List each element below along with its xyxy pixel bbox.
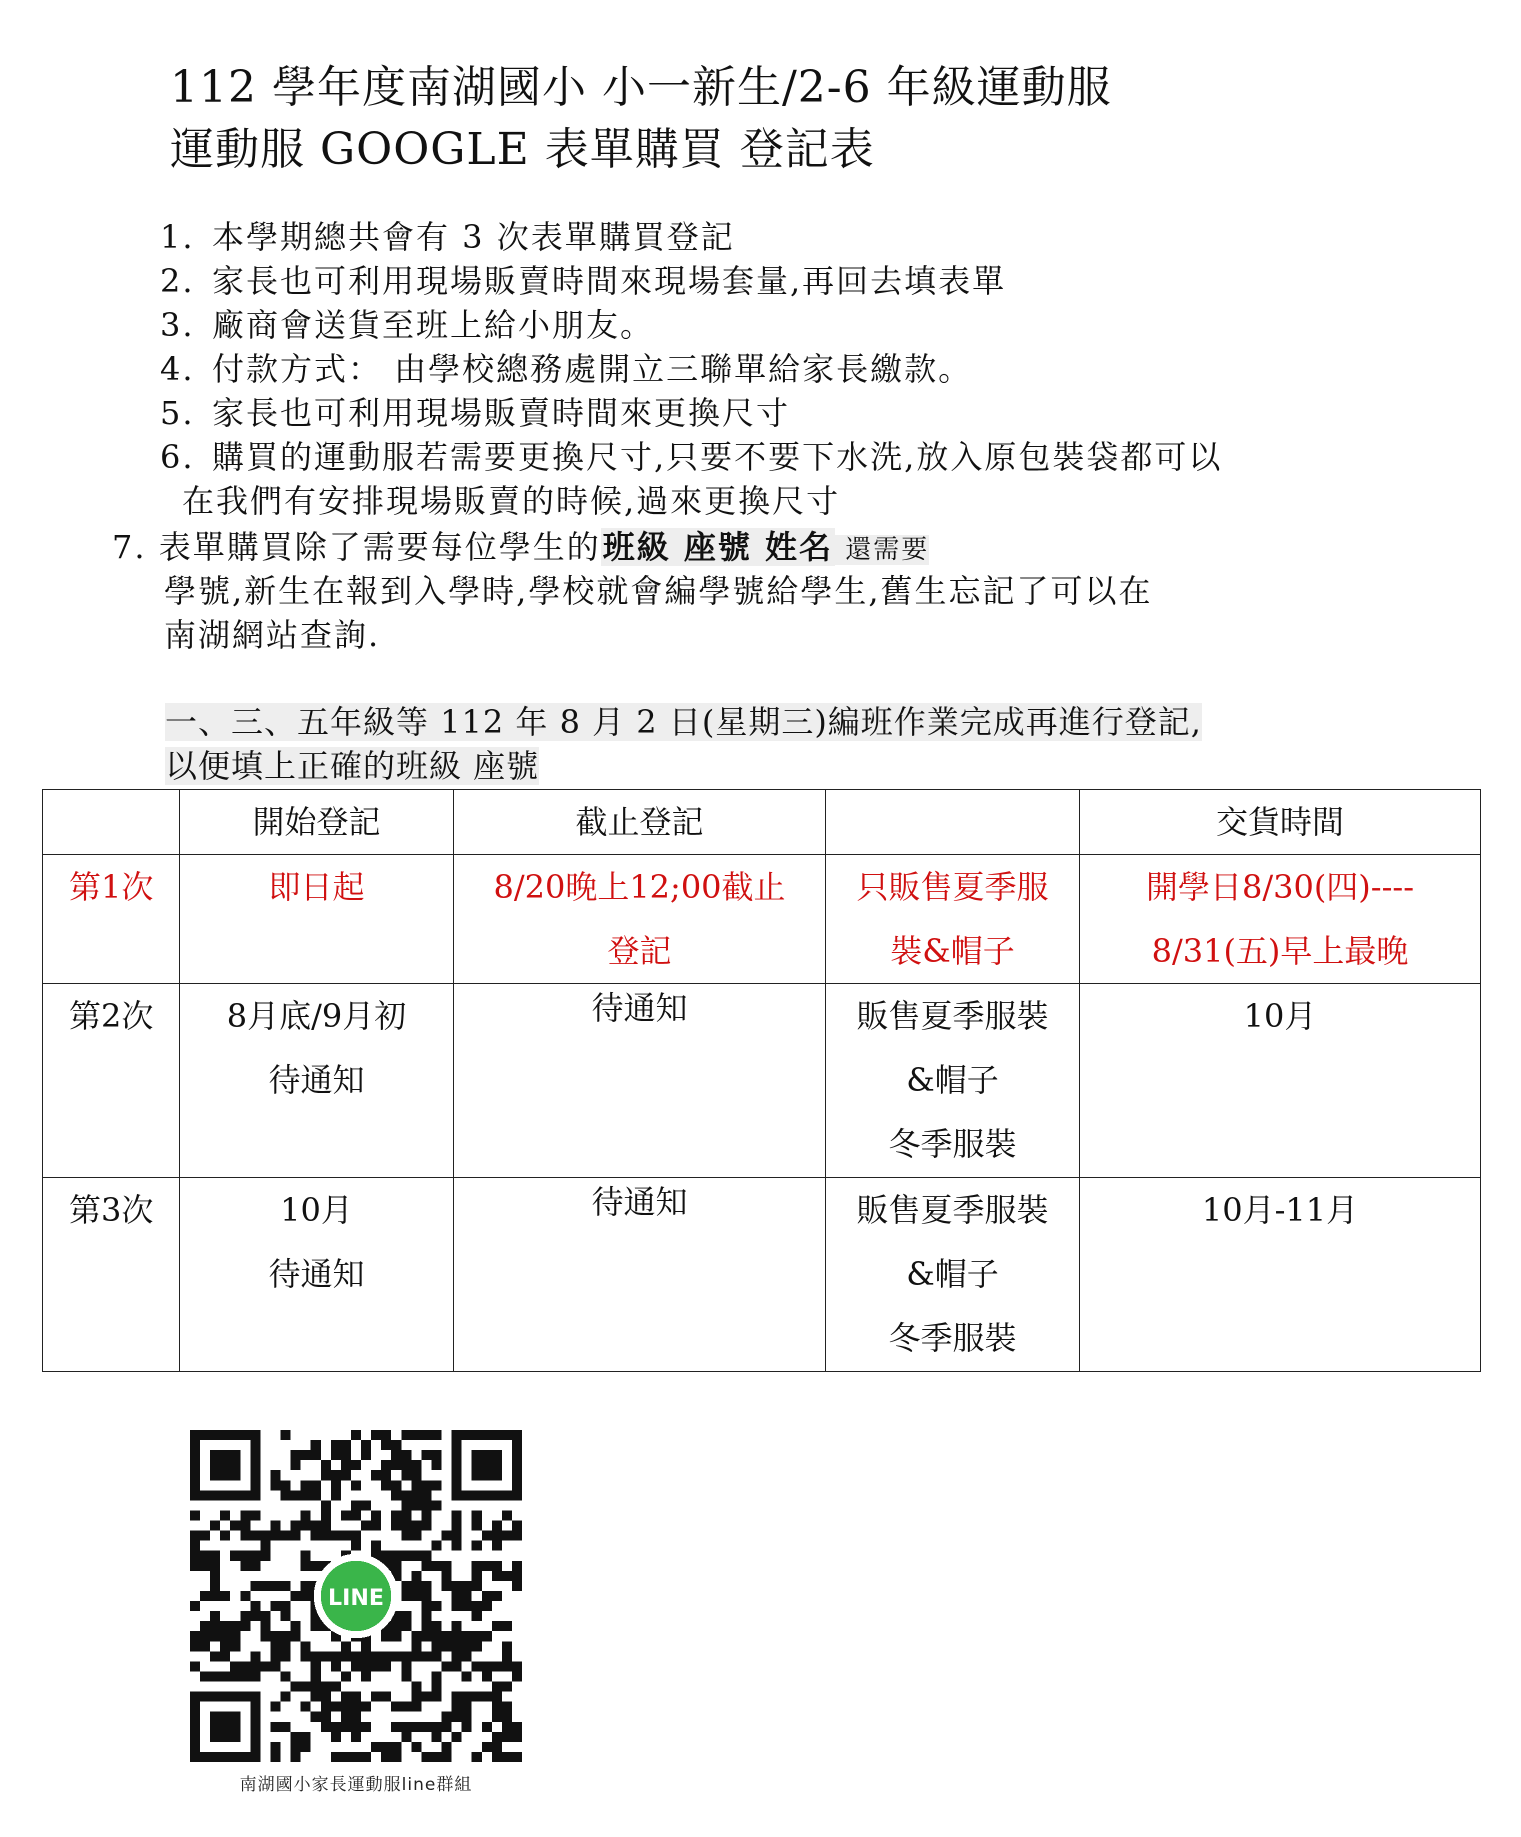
item-7 [112,525,1153,657]
title-line-2: 運動服 GOOGLE 表單購買 登記表 [170,124,875,175]
table-row [43,855,1481,984]
item-text: 廠商會送貨至班上給小朋友。 [212,306,655,344]
item-text: 付款方式： 由學校總務處開立三聯單給家長繳款。 [212,350,973,388]
list-item [160,303,1222,347]
table-row [43,1178,1481,1372]
round-cell: 第1次 [43,855,180,984]
line-group-qr [190,1430,522,1795]
list-item [160,347,1222,391]
item-7-line-3: 南湖網站查詢. [164,616,381,654]
item-text: 購買的運動服若需要更換尺寸,只要不要下水洗,放入原包裝袋都可以 [212,438,1223,476]
list-item [160,215,1222,259]
grade-notice [165,700,1202,788]
header-cell: 開始登記 [180,790,454,855]
round-cell: 第3次 [43,1178,180,1372]
delivery-cell: 10月-11月 [1080,1178,1481,1372]
instruction-list [160,215,1222,523]
table-header-row [43,790,1481,855]
item-6-continuation: 在我們有安排現場販賣的時候,過來更換尺寸 [182,482,841,520]
qr-caption: 南湖國小家長運動服line群組 [239,1775,473,1795]
header-cell: 截止登記 [454,790,826,855]
item-number: 6. [160,438,195,476]
item-number: 4. [160,350,195,388]
header-cell: 交貨時間 [1080,790,1481,855]
item-7-line-2: 學號,新生在報到入學時,學校就會編學號給學生,舊生忘記了可以在 [164,572,1153,610]
end-cell: 待通知 [454,984,826,1178]
round-cell: 第2次 [43,984,180,1178]
delivery-cell: 10月 [1080,984,1481,1178]
end-cell: 8/20晚上12;00截止 登記 [454,855,826,984]
item-number: 3. [160,306,195,344]
item-text: 家長也可利用現場販賣時間來現場套量,再回去填表單 [212,262,1007,300]
title-line-1: 112 學年度南湖國小 小一新生/2-6 年級運動服 [170,62,1112,113]
qr-code-icon [190,1430,522,1762]
schedule-table [42,789,1481,1372]
list-item [160,391,1222,435]
start-cell: 10月 待通知 [180,1178,454,1372]
item-number: 7. [112,528,147,566]
start-cell: 即日起 [180,855,454,984]
list-item [160,259,1222,303]
item-text: 本學期總共會有 3 次表單購買登記 [212,218,735,256]
item-number: 1. [160,218,195,256]
line-logo-text: LINE [328,1585,384,1612]
items-cell: 販售夏季服裝 &帽子 冬季服裝 [826,984,1080,1178]
start-cell: 8月底/9月初 待通知 [180,984,454,1178]
item-7-prefix: 表單購買除了需要每位學生的 [158,528,601,566]
list-item [160,435,1222,479]
item-number: 2. [160,262,195,300]
items-cell: 販售夏季服裝 &帽子 冬季服裝 [826,1178,1080,1372]
notice-line-2: 以便填上正確的班級 座號 [165,747,540,785]
item-number: 5. [160,394,195,432]
notice-line-1: 一、三、五年級等 112 年 8 月 2 日(星期三)編班作業完成再進行登記, [165,703,1202,741]
item-7-highlight: 班級 座號 姓名 [602,528,834,566]
header-cell [43,790,180,855]
items-cell: 只販售夏季服 裝&帽子 [826,855,1080,984]
end-cell: 待通知 [454,1178,826,1372]
header-cell [826,790,1080,855]
item-7-suffix: 還需要 [835,535,930,565]
item-text: 家長也可利用現場販賣時間來更換尺寸 [212,394,791,432]
table-row [43,984,1481,1178]
delivery-cell: 開學日8/30(四)---- 8/31(五)早上最晚 [1080,855,1481,984]
